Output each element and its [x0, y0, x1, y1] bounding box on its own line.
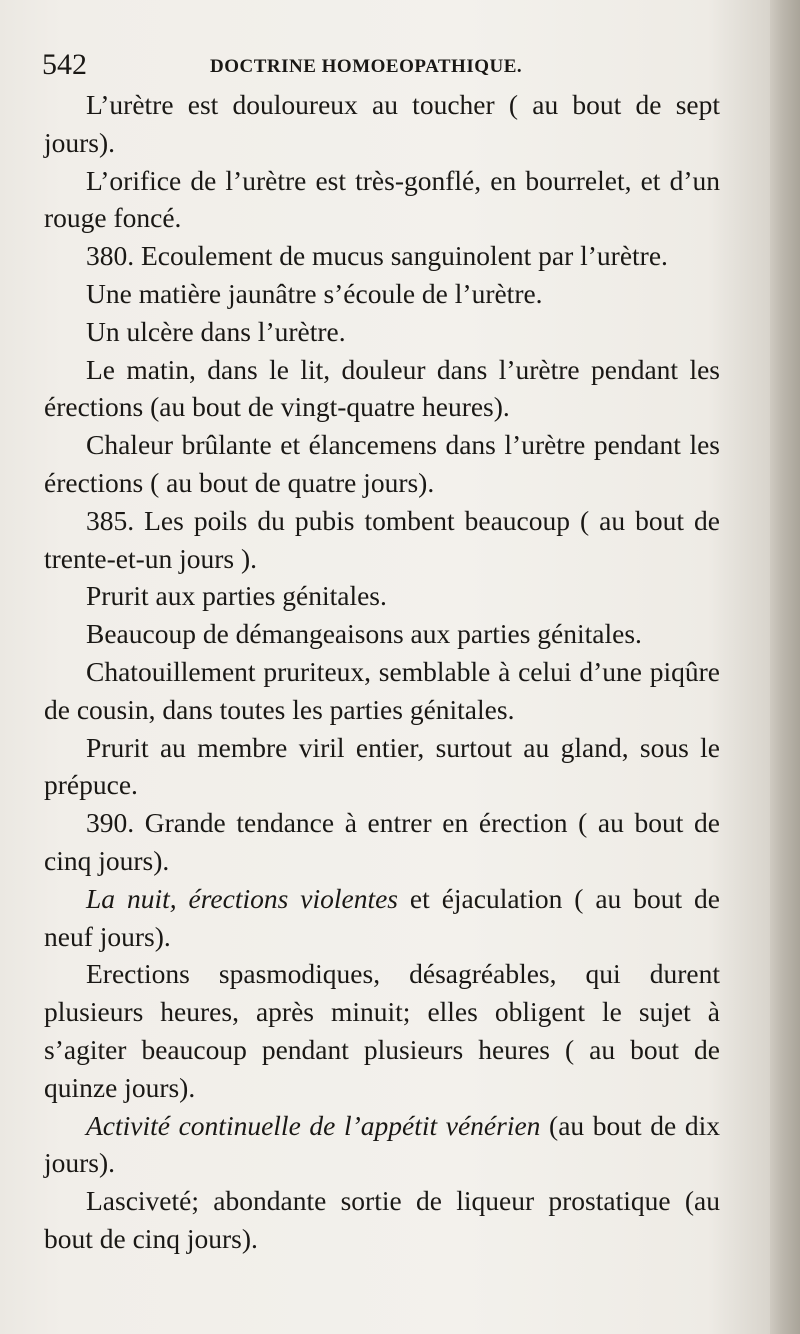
paragraph: 385. Les poils du pubis tombent beaucoup ( au bout de trente-et-un jours ). [44, 504, 720, 574]
page-header [42, 48, 732, 82]
paragraph: Prurit aux parties génitales. [86, 580, 387, 612]
paragraph: La nuit, érections violentes et éjaculation ( au bout de neuf jours). [44, 882, 720, 952]
page-edge [770, 0, 800, 1334]
paragraph: 380. Ecoulement de mucus sanguinolent par l’urètre. [86, 240, 668, 272]
italic-phrase: La nuit, érections violentes [86, 882, 398, 914]
paragraph: L’orifice de l’urètre est très-gonflé, en bourrelet, et d’un rouge foncé. [44, 164, 720, 234]
paragraph: Prurit au membre viril entier, surtout au gland, sous le prépuce. [44, 731, 720, 801]
running-title: DOCTRINE HOMOEOPATHIQUE. [210, 56, 523, 77]
paragraph: Activité continuelle de l’appétit vénérien (au bout de dix jours). [44, 1109, 720, 1179]
paragraph: Un ulcère dans l’urètre. [86, 315, 346, 347]
paragraph: Le matin, dans le lit, douleur dans l’urètre pendant les érections (au bout de vingt-quatre heures). [44, 353, 720, 423]
paragraph: Chatouillement pruriteux, semblable à celui d’une piqûre de cousin, dans toutes les parties génitales. [44, 655, 720, 725]
paragraph: Beaucoup de démangeaisons aux parties génitales. [86, 618, 642, 650]
page-number: 542 [42, 48, 87, 81]
paragraph: Erections spasmodiques, désagréables, qui durent plusieurs heures, après minuit; elles obligent le sujet à s’agiter beaucoup pendant plusieurs heures ( au bout de quinze jours). [44, 958, 720, 1103]
paragraph: Chaleur brûlante et élancemens dans l’urètre pendant les érections ( au bout de quatre jours). [44, 429, 720, 498]
italic-phrase: Activité continuelle de l’appétit vénérien [86, 1109, 541, 1141]
paragraph: L’urètre est douloureux au toucher ( au bout de sept jours). [44, 89, 720, 158]
body-text [44, 86, 720, 1258]
paragraph: 390. Grande tendance à entrer en érection ( au bout de cinq jours). [44, 807, 720, 876]
paragraph: Lasciveté; abondante sortie de liqueur prostatique (au bout de cinq jours). [44, 1185, 720, 1254]
paragraph: Une matière jaunâtre s’écoule de l’urètre. [86, 277, 543, 309]
